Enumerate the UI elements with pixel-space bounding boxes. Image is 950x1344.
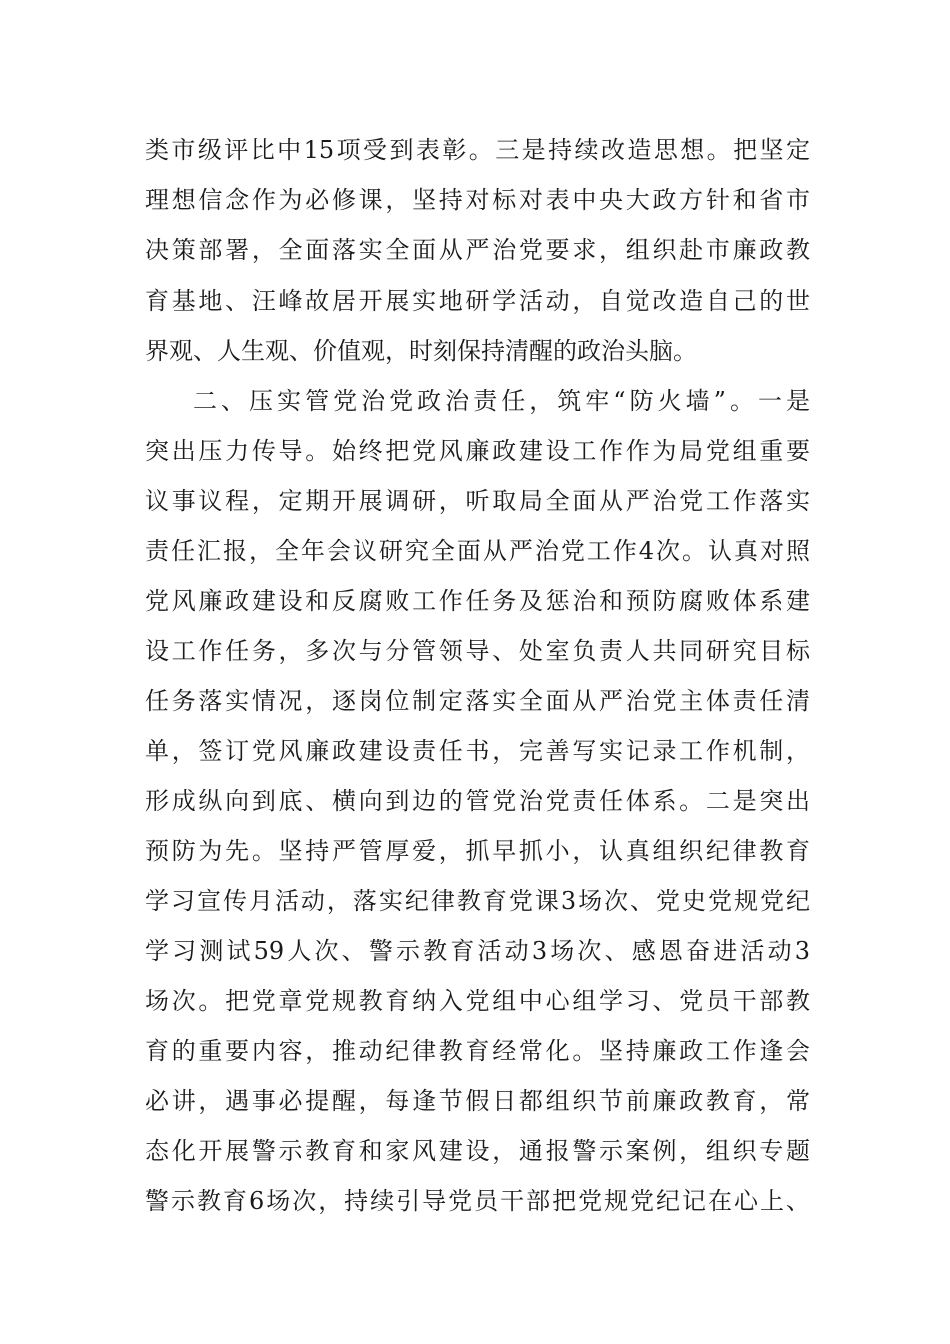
- text-line-7: 突出压力传导。始终把党风廉政建设工作作为局党组重要: [145, 437, 810, 465]
- text-line-18: 场次。把党章党规教育纳入党组中心组学习、党员干部教: [145, 987, 810, 1015]
- text-line-14: 形成纵向到底、横向到边的管党治党责任体系。二是突出: [145, 787, 810, 815]
- text-line-10: 党风廉政建设和反腐败工作任务及惩治和预防腐败体系建: [145, 587, 810, 615]
- text-line-2: 理想信念作为必修课，坚持对标对表中央大政方针和省市: [145, 186, 810, 214]
- text-line-5: 界观、人生观、价值观，时刻保持清醒的政治头脑。: [145, 337, 697, 365]
- text-line-22: 警示教育6场次，持续引导党员干部把党规党纪记在心上、: [145, 1187, 810, 1215]
- text-line-13: 单，签订党风廉政建设责任书，完善写实记录工作机制，: [145, 737, 810, 765]
- text-line-21: 态化开展警示教育和家风建设，通报警示案例，组织专题: [145, 1137, 810, 1165]
- text-line-3: 决策部署，全面落实全面从严治党要求，组织赴市廉政教: [145, 236, 810, 264]
- text-line-16: 学习宣传月活动，落实纪律教育党课3场次、党史党规党纪: [145, 887, 810, 915]
- text-line-20: 必讲，遇事必提醒，每逢节假日都组织节前廉政教育，常: [145, 1087, 810, 1115]
- text-line-17: 学习测试59人次、警示教育活动3场次、感恩奋进活动3: [145, 937, 810, 965]
- text-line-19: 育的重要内容，推动纪律教育经常化。坚持廉政工作逢会: [145, 1037, 810, 1065]
- text-line-15: 预防为先。坚持严管厚爱，抓早抓小，认真组织纪律教育: [145, 837, 810, 865]
- text-line-1: 类市级评比中15项受到表彰。三是持续改造思想。把坚定: [145, 136, 810, 164]
- text-line-12: 任务落实情况，逐岗位制定落实全面从严治党主体责任清: [145, 687, 810, 715]
- section-heading-line: 二、压实管党治党政治责任，筑牢“防火墙”。一是: [193, 387, 810, 415]
- text-line-11: 设工作任务，多次与分管领导、处室负责人共同研究目标: [145, 637, 810, 665]
- text-line-4: 育基地、汪峰故居开展实地研学活动，自觉改造自己的世: [145, 287, 810, 315]
- text-line-8: 议事议程，定期开展调研，听取局全面从严治党工作落实: [145, 487, 810, 515]
- text-line-9: 责任汇报，全年会议研究全面从严治党工作4次。认真对照: [145, 537, 810, 565]
